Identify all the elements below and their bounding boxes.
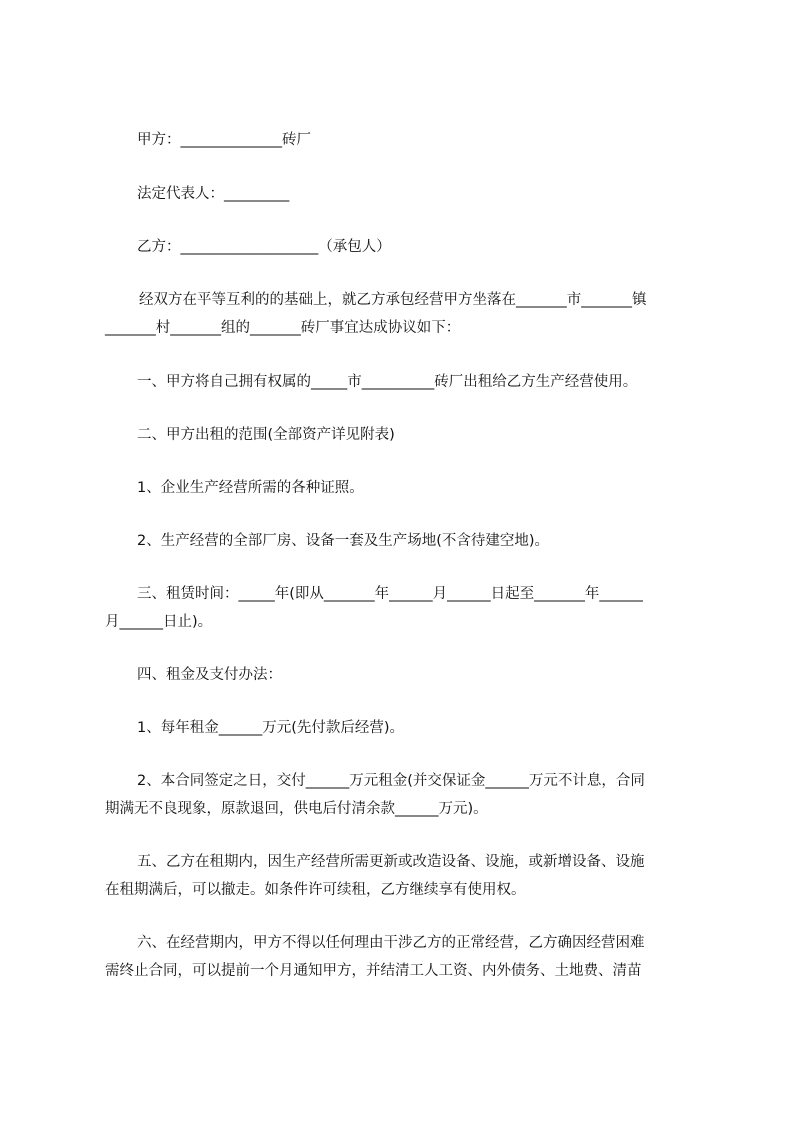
clause-6-line-1: 六、在经营期内，甲方不得以任何理由干涉乙方的正常经营，乙方确因经营困难 xyxy=(137,935,645,951)
clause-4-item-2-line-1: 2、本合同签定之日，交付______万元租金(并交保证金______万元不计息，合同 xyxy=(137,773,645,789)
clause-1: 一、甲方将自己拥有权属的_____市__________砖厂出租给乙方生产经营使用。 xyxy=(137,374,638,390)
clause-6-line-2: 需终止合同，可以提前一个月通知甲方，并结清工人工资、内外债务、土地费、清苗 xyxy=(105,963,642,979)
clause-2-item-1: 1、企业生产经营所需的各种证照。 xyxy=(137,480,364,496)
intro-line-1: 经双方在平等互利的的基础上，就乙方承包经营甲方坐落在_______市_______镇 xyxy=(139,292,647,308)
clause-2: 二、甲方出租的范围(全部资产详见附表) xyxy=(137,427,395,443)
clause-2-item-2: 2、生产经营的全部厂房、设备一套及生产场地(不含待建空地)。 xyxy=(137,533,550,549)
clause-3-line-2: 月______日止)。 xyxy=(105,614,213,630)
party-b-line: 乙方：___________________（承包人） xyxy=(137,239,391,255)
clause-5-line-1: 五、乙方在租期内，因生产经营所需更新或改造设备、设施，或新增设备、设施 xyxy=(137,854,645,870)
clause-4-item-1: 1、每年租金______万元(先付款后经营)。 xyxy=(137,720,405,736)
clause-4: 四、租金及支付办法： xyxy=(137,667,282,683)
clause-3-line-1: 三、租赁时间：_____年(即从_______年______月______日起至_______年______ xyxy=(137,586,643,602)
party-a-line: 甲方：______________砖厂 xyxy=(137,132,311,148)
legal-representative-line: 法定代表人：_________ xyxy=(137,186,290,202)
intro-line-2: _______村_______组的_______砖厂事宜达成协议如下： xyxy=(105,320,461,336)
clause-5-line-2: 在租期满后，可以撤走。如条件许可续租，乙方继续享有使用权。 xyxy=(105,882,526,898)
clause-4-item-2-line-2: 期满无不良现象，原款退回，供电后付清余款______万元)。 xyxy=(105,801,488,817)
